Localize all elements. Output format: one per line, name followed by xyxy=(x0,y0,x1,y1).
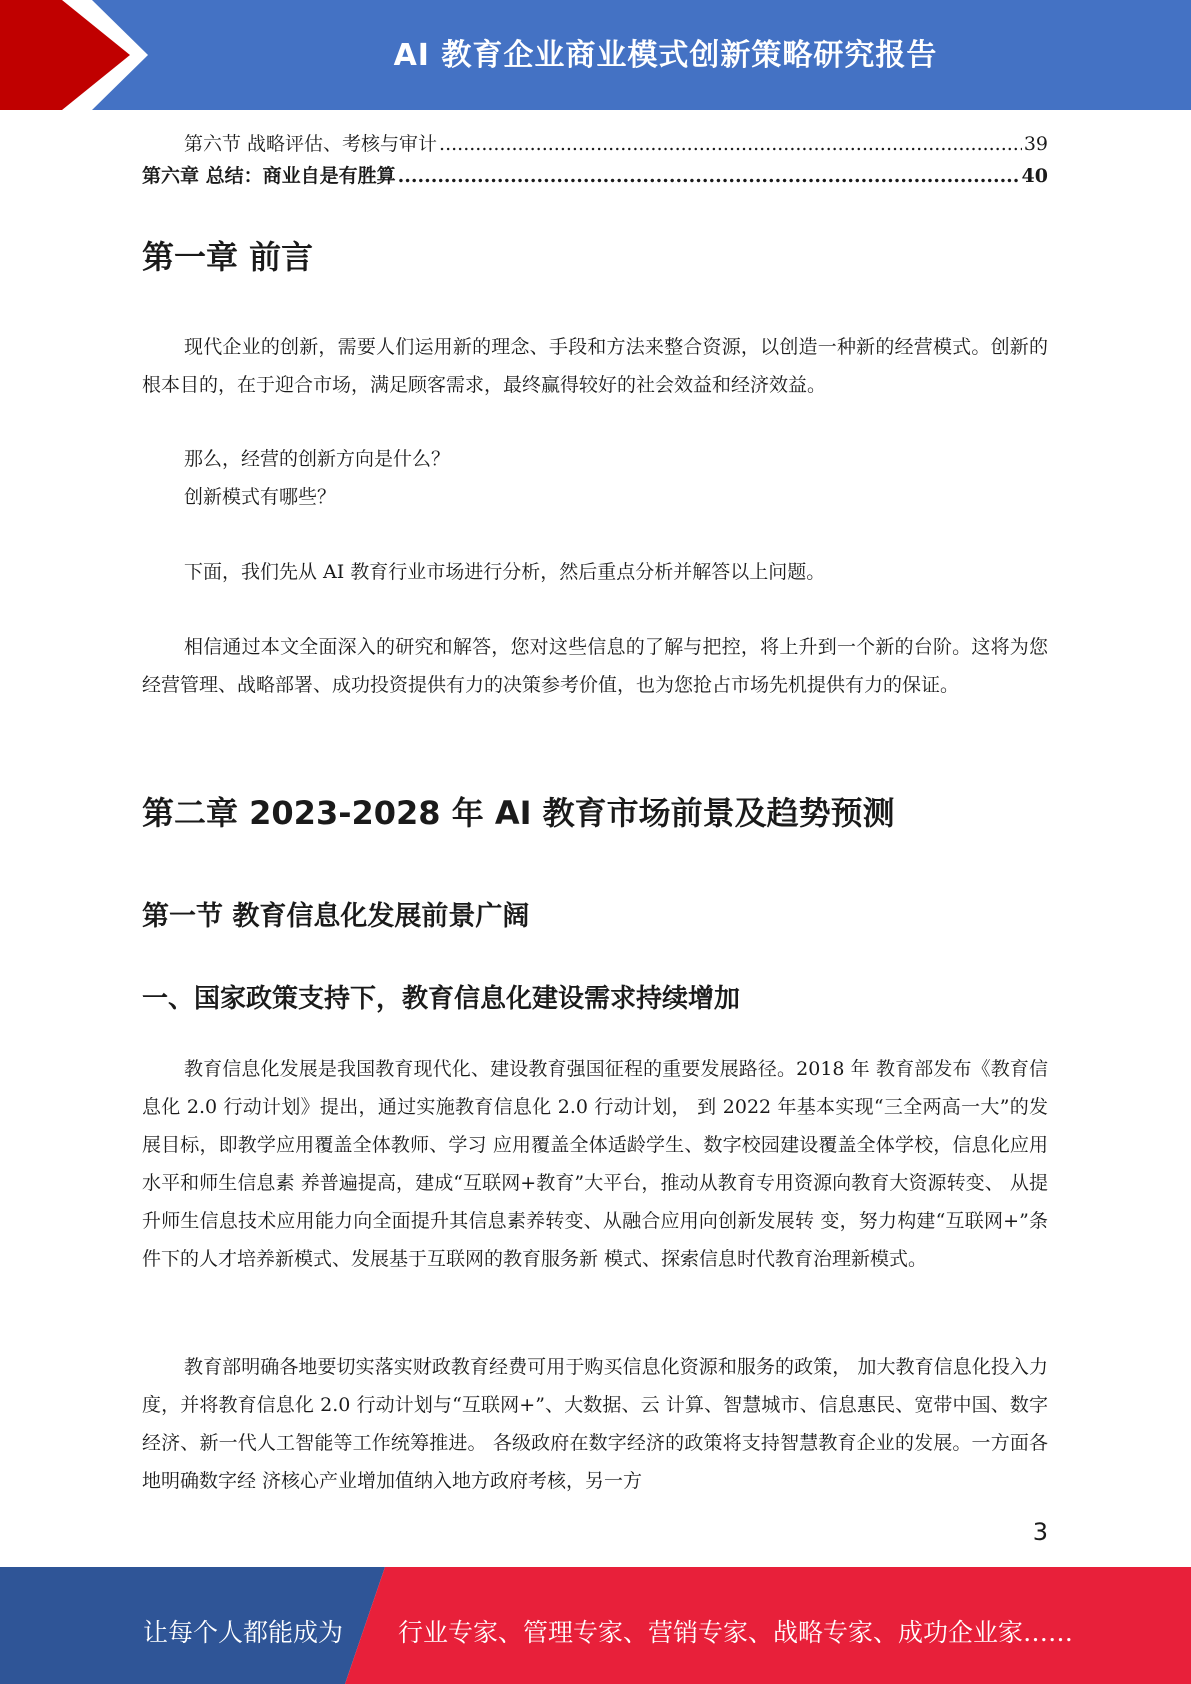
paragraph: 教育部明确各地要切实落实财政教育经费可用于购买信息化资源和服务的政策， 加大教育信息化投入力度，并将教育信息化 2.0 行动计划与“互联网+”、大数据、云 计算、智慧城市、信息惠民、宽带中国、数字经济、新一代人工智能等工作统筹推进。 各级政府在数字经济的政策将支持智慧教育企业的发展。一方面各地明确数字经 济核心产业增加值纳入地方政府考核，另一方 xyxy=(142,1356,1048,1492)
subsection-title: 一、国家政策支持下，教育信息化建设需求持续增加 xyxy=(142,984,741,1014)
toc-leader-dots xyxy=(439,128,1022,160)
paragraph: 相信通过本文全面深入的研究和解答，您对这些信息的了解与把控，将上升到一个新的台阶。这将为您经营管理、战略部署、成功投资提供有力的决策参考价值，也为您抢占市场先机提供有力的保证。 xyxy=(142,636,1048,696)
section-title: 第一节 教育信息化发展前景广阔 xyxy=(142,901,530,932)
toc-entry-label: 第六章 总结：商业自是有胜算 xyxy=(142,165,396,187)
paragraph: 那么，经营的创新方向是什么？ xyxy=(184,448,451,470)
paragraph: 创新模式有哪些？ xyxy=(184,486,337,508)
toc-entry-label: 第六节 战略评估、考核与审计 xyxy=(184,133,438,155)
page-header xyxy=(0,0,1191,110)
chapter-title: 第二章 2023-2028 年 AI 教育市场前景及趋势预测 xyxy=(142,794,895,832)
toc-leader-dots xyxy=(398,160,1020,192)
paragraph: 教育信息化发展是我国教育现代化、建设教育强国征程的重要发展路径。2018 年 教育部发布《教育信息化 2.0 行动计划》提出，通过实施教育信息化 2.0 行动计划， 到 2022 年基本实现“三全两高一大”的发展目标，即教学应用覆盖全体教师、学习 应用覆盖全体适龄学生、数字校园建设覆盖全体学校，信息化应用水平和师生信息素 养普遍提高，建成“互联网+教育”大平台，推动从教育专用资源向教育大资源转变、 从提升师生信息技术应用能力向全面提升其信息素养转变、从融合应用向创新发展转 变，努力构建“互联网+”条件下的人才培养新模式、发展基于互联网的教育服务新 模式、探索信息时代教育治理新模式。 xyxy=(142,1058,1048,1270)
toc-entry[interactable] xyxy=(142,160,1048,192)
footer-slogan-right: 行业专家、管理专家、营销专家、战略专家、成功企业家…… xyxy=(398,1618,1074,1647)
paragraph: 现代企业的创新，需要人们运用新的理念、手段和方法来整合资源，以创造一种新的经营模式。创新的根本目的，在于迎合市场，满足顾客需求，最终赢得较好的社会效益和经济效益。 xyxy=(142,336,1048,396)
toc-entry-page: 40 xyxy=(1021,165,1048,187)
report-title: AI 教育企业商业模式创新策略研究报告 xyxy=(393,38,938,73)
page-content xyxy=(142,128,1048,1492)
toc-entry[interactable] xyxy=(142,128,1048,160)
paragraph: 下面，我们先从 AI 教育行业市场进行分析，然后重点分析并解答以上问题。 xyxy=(184,561,826,583)
page-footer xyxy=(0,1567,1191,1684)
chapter-title: 第一章 前言 xyxy=(142,238,314,276)
toc-entry-page: 39 xyxy=(1023,133,1048,155)
page-number: 3 xyxy=(1032,1518,1048,1546)
footer-slogan-left: 让每个人都能成为 xyxy=(143,1618,344,1647)
